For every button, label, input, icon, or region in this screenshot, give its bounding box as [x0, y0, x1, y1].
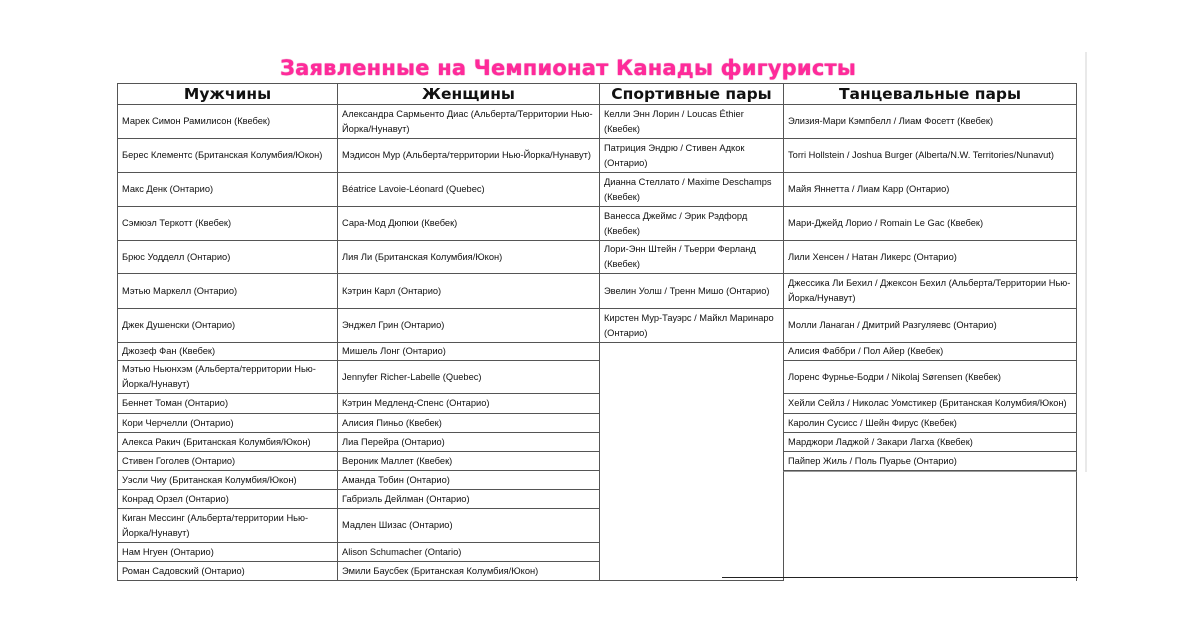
women-entry: Алисия Пиньо (Квебек) — [342, 417, 442, 428]
women-row — [337, 509, 600, 543]
women-header: Женщины — [337, 83, 600, 105]
women-entry: Энджел Грин (Онтарио) — [342, 320, 445, 330]
dance-entry: Элизия-Мари Кэмпбелл / Лиам Фосетт (Квебек) — [788, 116, 994, 126]
pairs-row — [599, 173, 784, 207]
dance-column — [783, 83, 1077, 581]
women-row — [337, 394, 600, 414]
dance-row — [783, 414, 1077, 433]
men-row — [117, 509, 338, 543]
women-row — [337, 309, 600, 343]
men-entry: Нам Нгуен (Онтарио) — [122, 546, 214, 557]
dance-entry: Лоренс Фурнье-Бодри / Nikolaj Sørensen (Квебек) — [788, 371, 1001, 382]
men-header: Мужчины — [117, 83, 338, 105]
pairs-entry: Эвелин Уолш / Тренн Мишо (Онтарио) — [604, 285, 770, 296]
dance-row — [783, 361, 1077, 394]
dance-row — [783, 433, 1077, 452]
men-entry: Мэтью Ньюнхэм (Альберта/территории Нью-Йорка/Нунавут) — [122, 364, 316, 389]
scroll-edge — [1085, 52, 1087, 472]
men-row — [117, 394, 338, 414]
pairs-entry: Кирстен Мур-Тауэрс / Майкл Маринаро (Онтарио) — [604, 312, 774, 338]
women-row — [337, 414, 600, 433]
pairs-empty-area — [599, 343, 784, 581]
men-row — [117, 361, 338, 394]
pairs-column — [599, 83, 784, 581]
women-row — [337, 173, 600, 207]
dance-row — [783, 139, 1077, 173]
men-row — [117, 562, 338, 581]
table-bottom-line — [722, 577, 1078, 578]
women-row — [337, 241, 600, 274]
dance-entry: Майя Яннетта / Лиам Карр (Онтарио) — [788, 184, 950, 194]
dance-entry: Лили Хенсен / Натан Ликерс (Онтарио) — [788, 251, 957, 262]
dance-row — [783, 394, 1077, 414]
pairs-row — [599, 241, 784, 274]
men-column — [117, 83, 338, 581]
dance-row — [783, 207, 1077, 241]
dance-row — [783, 241, 1077, 274]
women-row — [337, 543, 600, 562]
men-entry: Берес Клементс (Британская Колумбия/Юкон) — [122, 150, 323, 160]
pairs-entry: Дианна Стеллато / Maxime Deschamps (Квебек) — [604, 176, 772, 202]
women-row — [337, 562, 600, 581]
women-entry: Кэтрин Карл (Онтарио) — [342, 285, 442, 296]
women-row — [337, 274, 600, 309]
women-entry: Аманда Тобин (Онтарио) — [342, 474, 450, 485]
dance-row — [783, 343, 1077, 361]
men-row — [117, 452, 338, 471]
men-entry: Джозеф Фан (Квебек) — [122, 346, 216, 356]
pairs-entry: Ванесса Джеймс / Эрик Рэдфорд (Квебек) — [604, 210, 748, 236]
men-row — [117, 173, 338, 207]
men-entry: Кори Черчелли (Онтарио) — [122, 417, 234, 428]
page-title: Заявленные на Чемпионат Канады фигуристы — [279, 56, 857, 80]
women-row — [337, 433, 600, 452]
women-entry: Лия Ли (Британская Колумбия/Юкон) — [342, 251, 503, 262]
men-row — [117, 343, 338, 361]
women-entry: Jennyfer Richer-Labelle (Quebec) — [342, 371, 482, 382]
pairs-row — [599, 139, 784, 173]
men-row — [117, 543, 338, 562]
men-row — [117, 274, 338, 309]
dance-row — [783, 274, 1077, 309]
dance-entry: Каролин Сусисс / Шейн Фирус (Квебек) — [788, 417, 957, 428]
dance-entry: Torri Hollstein / Joshua Burger (Alberta/N.W. Territories/Nunavut) — [788, 150, 1054, 160]
dance-entry: Мари-Джейд Лорио / Romain Le Gac (Квебек) — [788, 218, 984, 228]
pairs-row — [599, 274, 784, 309]
men-entry: Макс Денк (Онтарио) — [122, 184, 214, 194]
women-entry: Мишель Лонг (Онтарио) — [342, 346, 446, 356]
women-row — [337, 139, 600, 173]
pairs-row — [599, 309, 784, 343]
women-entry: Мэдисон Мур (Альберта/территории Нью-Йорка/Нунавут) — [342, 150, 592, 160]
women-entry: Вероник Маллет (Квебек) — [342, 455, 453, 466]
women-row — [337, 343, 600, 361]
men-entry: Уэсли Чиу (Британская Колумбия/Юкон) — [122, 474, 297, 485]
men-entry: Беннет Томан (Онтарио) — [122, 398, 229, 408]
women-row — [337, 207, 600, 241]
pairs-row — [599, 105, 784, 139]
men-entry: Мэтью Маркелл (Онтарио) — [122, 285, 238, 296]
men-row — [117, 414, 338, 433]
dance-entry: Алисия Фаббри / Пол Айер (Квебек) — [788, 346, 944, 356]
men-entry: Стивен Гоголев (Онтарио) — [122, 455, 236, 466]
women-entry: Béatrice Lavoie-Léonard (Quebec) — [342, 184, 485, 194]
men-row — [117, 471, 338, 490]
men-entry: Брюс Уодделл (Онтарио) — [122, 251, 231, 262]
dance-entry: Молли Ланаган / Дмитрий Разгуляевс (Онтарио) — [788, 320, 997, 330]
pairs-entry: Лори-Энн Штейн / Тьерри Ферланд (Квебек) — [604, 244, 756, 269]
women-row — [337, 452, 600, 471]
men-entry: Роман Садовский (Онтарио) — [122, 565, 245, 576]
women-entry: Alison Schumacher (Ontario) — [342, 546, 462, 557]
pairs-entry: Келли Энн Лорин / Loucas Éthier (Квебек) — [604, 108, 744, 134]
women-row — [337, 471, 600, 490]
women-entry: Габриэль Дейлман (Онтарио) — [342, 493, 470, 504]
men-entry: Конрад Орзел (Онтарио) — [122, 493, 229, 504]
dance-entry: Джессика Ли Бехил / Джексон Бехил (Альберта/Территории Нью-Йорка/Нунавут) — [788, 278, 1071, 303]
men-entry: Джек Душенски (Онтарио) — [122, 320, 236, 330]
women-entry: Александра Сармьенто Диас (Альберта/Территории Нью-Йорка/Нунавут) — [342, 108, 593, 134]
men-row — [117, 207, 338, 241]
pairs-entry: Патриция Эндрю / Стивен Адкок (Онтарио) — [604, 142, 745, 168]
women-row — [337, 490, 600, 509]
women-entry: Кэтрин Медленд-Спенс (Онтарио) — [342, 398, 490, 408]
dance-row — [783, 309, 1077, 343]
men-entry: Сэмюэл Теркотт (Квебек) — [122, 218, 232, 228]
men-row — [117, 241, 338, 274]
dance-entry: Хейли Сейлз / Николас Уомстикер (Британская Колумбия/Юкон) — [788, 398, 1067, 408]
dance-row — [783, 452, 1077, 471]
women-row — [337, 361, 600, 394]
women-entry: Лиа Перейра (Онтарио) — [342, 436, 445, 447]
men-entry: Киган Мессинг (Альберта/территории Нью-Йорка/Нунавут) — [122, 512, 309, 538]
dance-header: Танцевальные пары — [783, 83, 1077, 105]
men-row — [117, 139, 338, 173]
men-row — [117, 105, 338, 139]
men-row — [117, 433, 338, 452]
dance-row — [783, 173, 1077, 207]
pairs-header: Спортивные пары — [599, 83, 784, 105]
dance-row — [783, 105, 1077, 139]
pairs-row — [599, 207, 784, 241]
men-row — [117, 490, 338, 509]
women-entry: Эмили Баусбек (Британская Колумбия/Юкон) — [342, 565, 539, 576]
women-row — [337, 105, 600, 139]
women-column — [337, 83, 600, 581]
dance-entry: Марджори Ладжой / Закари Лагха (Квебек) — [788, 436, 973, 447]
men-entry: Алекса Ракич (Британская Колумбия/Юкон) — [122, 436, 311, 447]
dance-entry: Пайпер Жиль / Поль Пуарье (Онтарио) — [788, 455, 957, 466]
men-entry: Марек Симон Рамилисон (Квебек) — [122, 116, 271, 126]
men-row — [117, 309, 338, 343]
women-entry: Сара-Мод Дюпюи (Квебек) — [342, 218, 458, 228]
dance-empty-area — [783, 471, 1077, 581]
women-entry: Мадлен Шизас (Онтарио) — [342, 520, 453, 530]
